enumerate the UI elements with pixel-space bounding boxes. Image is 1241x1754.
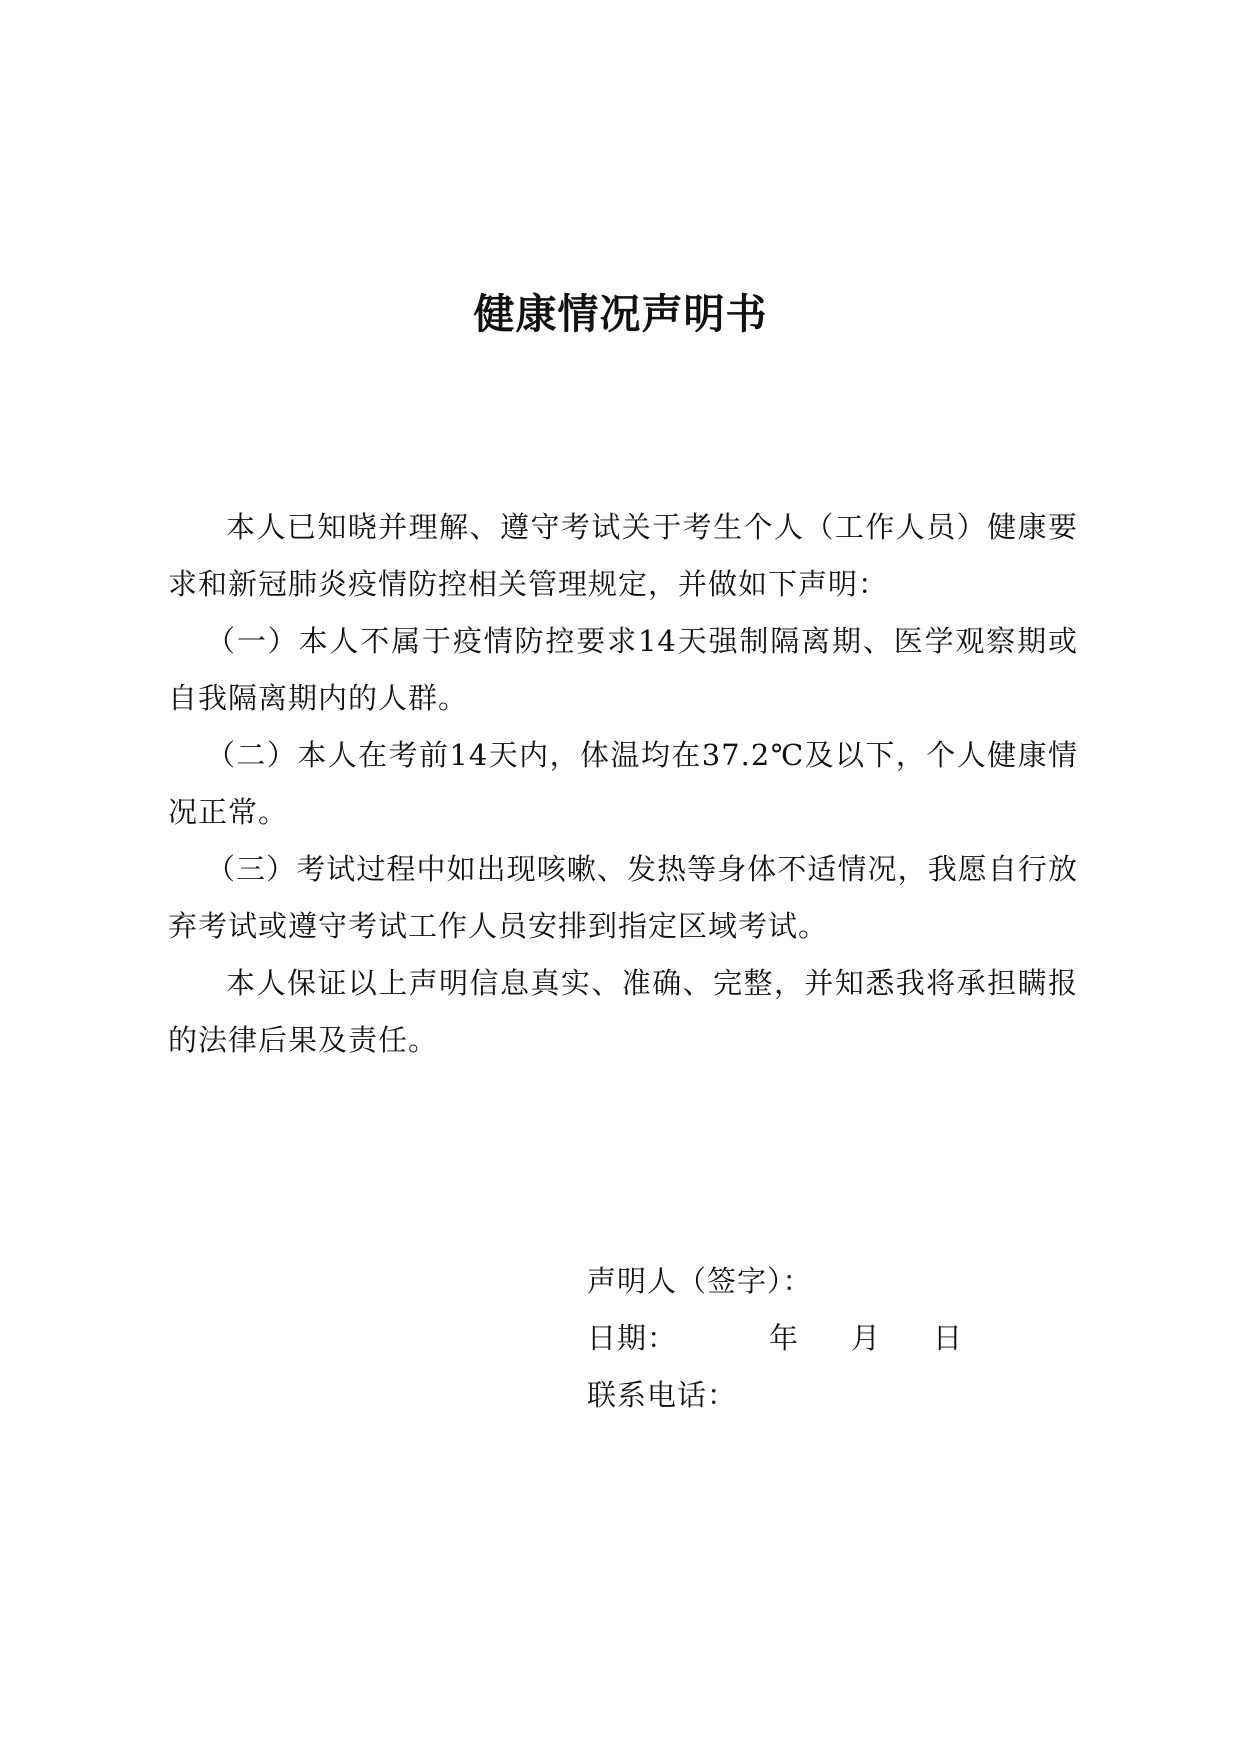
document-title: 健康情况声明书	[473, 290, 768, 338]
intro-paragraph: 本人已知晓并理解、遵守考试关于考生个人（工作人员）健康要求和新冠肺炎疫情防控相关管理规定，并做如下声明：	[168, 510, 1078, 601]
signature-block	[587, 1253, 963, 1424]
document-body	[168, 499, 1078, 1069]
month-label: 月	[851, 1321, 882, 1355]
date-line	[587, 1310, 963, 1367]
phone-label: 联系电话：	[587, 1378, 738, 1412]
declarant-signature-line	[587, 1253, 963, 1310]
guarantee-paragraph: 本人保证以上声明信息真实、准确、完整，并知悉我将承担瞒报的法律后果及责任。	[168, 966, 1078, 1057]
declarant-label: 声明人（签字）：	[587, 1264, 813, 1298]
clause-three-paragraph: （三）考试过程中如出现咳嗽、发热等身体不适情况，我愿自行放弃考试或遵守考试工作人员安排到指定区域考试。	[168, 852, 1078, 943]
clause-two-paragraph: （二）本人在考前14天内，体温均在37.2℃及以下，个人健康情况正常。	[168, 738, 1078, 829]
year-label: 年	[769, 1321, 800, 1355]
day-label: 日	[933, 1321, 964, 1355]
clause-one-paragraph: （一）本人不属于疫情防控要求14天强制隔离期、医学观察期或自我隔离期内的人群。	[168, 624, 1078, 715]
date-label: 日期：	[587, 1321, 678, 1355]
phone-line	[587, 1367, 963, 1424]
